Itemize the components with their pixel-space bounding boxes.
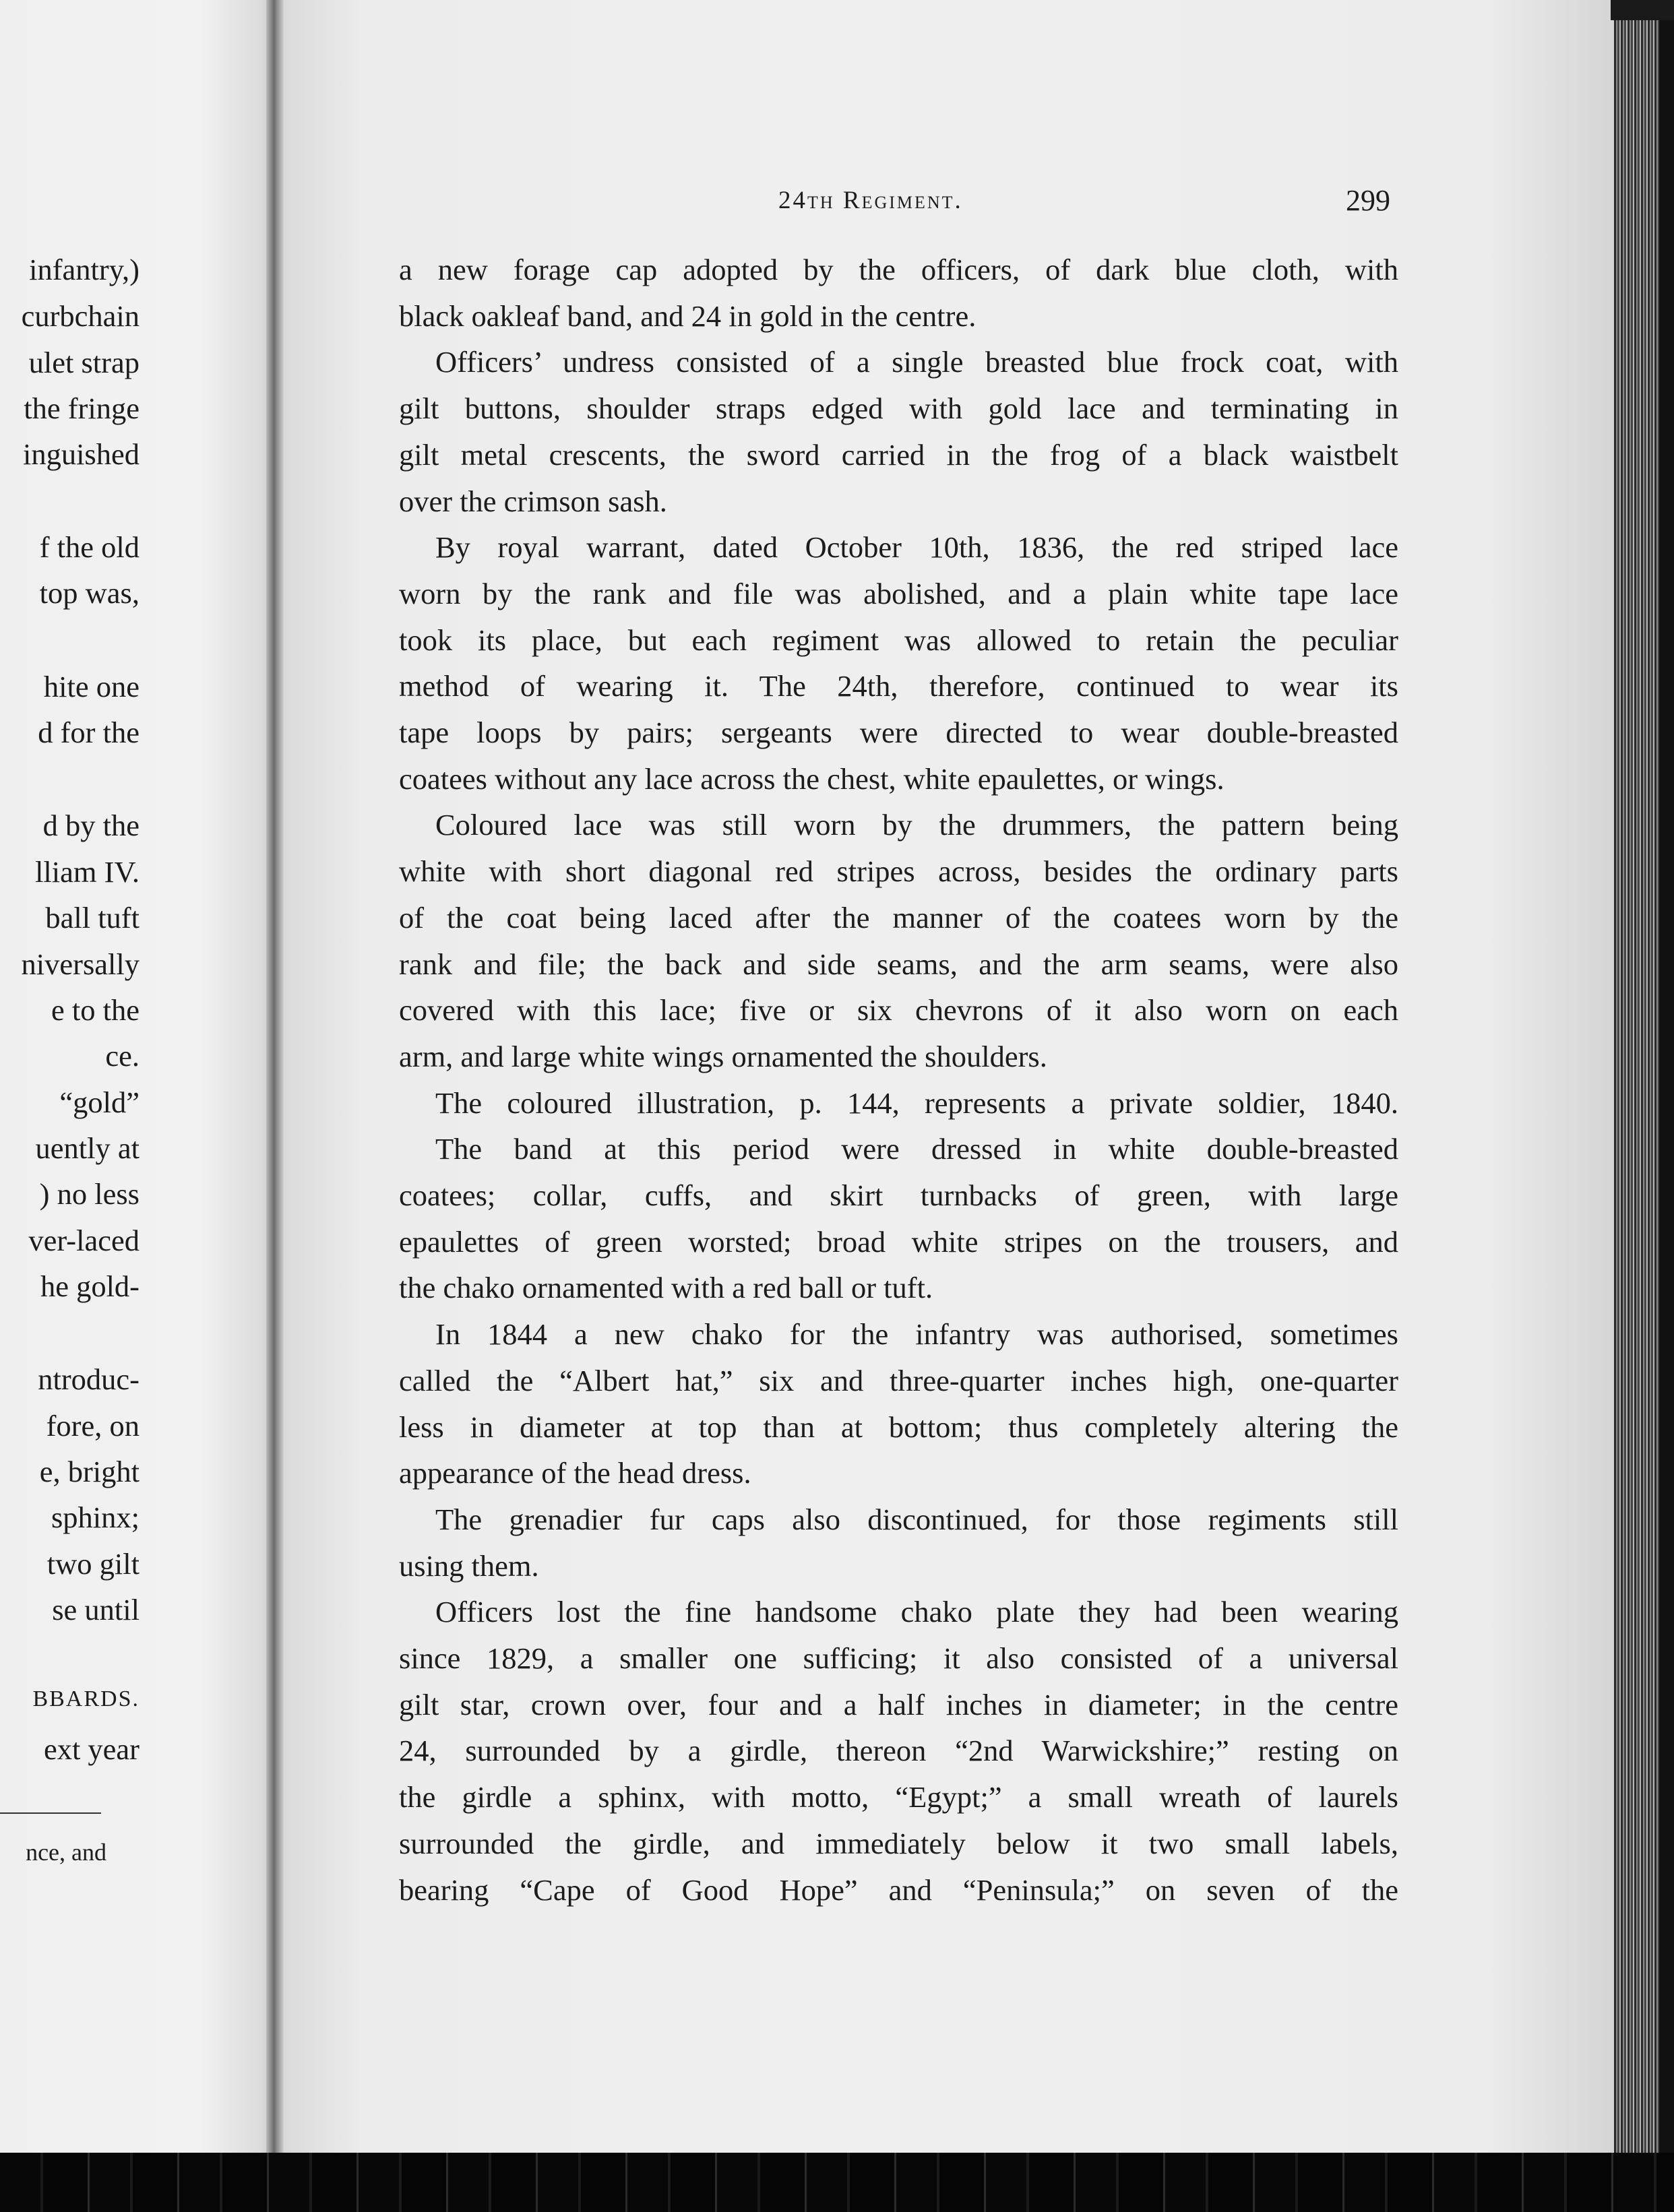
text-line: black oakleaf band, and 24 in gold in the centre.	[399, 299, 976, 333]
text-line: called the “Albert hat,” six and three-quarter inches high, one-quarter	[399, 1364, 1398, 1397]
text-line: coatees; collar, cuffs, and skirt turnbacks of green, with large	[399, 1178, 1398, 1212]
page-edges	[1614, 0, 1674, 2163]
text-line: The coloured illustration, p. 144, represents a private soldier, 1840.	[435, 1086, 1398, 1120]
scan-corner	[1611, 0, 1674, 20]
left-text-line: the fringe	[24, 391, 140, 425]
left-text-line: two gilt	[46, 1547, 140, 1581]
text-line: gilt metal crescents, the sword carried in the frog of a black waistbelt	[399, 438, 1398, 472]
left-text-line: fore, on	[46, 1409, 140, 1443]
left-text-line: infantry,)	[29, 253, 140, 286]
left-text-line: top was,	[39, 576, 140, 610]
text-line: of the coat being laced after the manner of the coatees worn by the	[399, 901, 1398, 935]
left-text-line: inguished	[22, 437, 140, 471]
text-line: bearing “Cape of Good Hope” and “Peninsula;” on seven of the	[399, 1873, 1398, 1907]
text-line: The grenadier fur caps also discontinued, for those regiments still	[435, 1503, 1398, 1536]
text-line: By royal warrant, dated October 10th, 1836, the red striped lace	[435, 530, 1398, 564]
text-line: method of wearing it. The 24th, therefore, continued to wear its	[399, 669, 1398, 703]
left-text-line: lliam IV.	[35, 855, 140, 889]
left-text-line: ver-laced	[28, 1224, 140, 1257]
text-line: Officers’ undress consisted of a single breasted blue frock coat, with	[435, 345, 1398, 379]
footnote-rule	[0, 1812, 101, 1814]
left-text-line: f the old	[39, 530, 140, 564]
left-text-line: se until	[52, 1593, 140, 1626]
left-text-line: uently at	[35, 1131, 140, 1165]
text-line: over the crimson sash.	[399, 484, 667, 518]
left-text-line: ce.	[105, 1039, 140, 1073]
left-text-line: sphinx;	[51, 1500, 140, 1534]
left-text-line: curbchain	[21, 299, 140, 333]
text-line: using them.	[399, 1549, 539, 1583]
text-line: less in diameter at top than at bottom; thus completely altering the	[399, 1410, 1398, 1444]
text-line: In 1844 a new chako for the infantry was authorised, sometimes	[435, 1317, 1398, 1351]
left-text-line: ) no less	[39, 1177, 140, 1211]
left-text-line: ulet strap	[28, 346, 140, 379]
left-footnote: nce, and	[26, 1839, 106, 1866]
text-line: a new forage cap adopted by the officers, of dark blue cloth, with	[399, 253, 1398, 286]
left-text-line: hite one	[43, 670, 140, 703]
text-line: appearance of the head dress.	[399, 1456, 751, 1490]
left-text-line: ball tuft	[45, 901, 140, 935]
text-line: The band at this period were dressed in white double-breasted	[435, 1132, 1398, 1166]
scan-bottom-edge	[0, 2153, 1674, 2212]
text-line: coatees without any lace across the chest, white epaulettes, or wings.	[399, 762, 1224, 796]
text-line: epaulettes of green worsted; broad white stripes on the trousers, and	[399, 1225, 1398, 1259]
running-head-title: 24th Regiment.	[778, 187, 963, 214]
left-text-line: d for the	[38, 716, 140, 749]
left-text-line: e, bright	[39, 1455, 140, 1488]
text-line: white with short diagonal red stripes across, besides the ordinary parts	[399, 854, 1398, 888]
left-text-line: ext year	[43, 1732, 140, 1766]
text-line: Coloured lace was still worn by the drummers, the pattern being	[435, 808, 1398, 842]
text-line: arm, and large white wings ornamented the shoulders.	[399, 1040, 1047, 1073]
text-line: gilt star, crown over, four and a half inches in diameter; in the centre	[399, 1688, 1398, 1721]
page-number: 299	[1346, 184, 1390, 217]
book-gutter	[266, 0, 284, 2163]
text-line: gilt buttons, shoulder straps edged with gold lace and terminating in	[399, 391, 1398, 425]
left-text-line: he gold-	[40, 1269, 140, 1303]
text-line: Officers lost the fine handsome chako plate they had been wearing	[435, 1595, 1398, 1629]
text-line: rank and file; the back and side seams, and the arm seams, were also	[399, 947, 1398, 981]
text-line: covered with this lace; five or six chevrons of it also worn on each	[399, 993, 1398, 1027]
text-line: the girdle a sphinx, with motto, “Egypt;” a small wreath of laurels	[399, 1780, 1398, 1814]
text-line: worn by the rank and file was abolished, and a plain white tape lace	[399, 577, 1398, 610]
text-line: since 1829, a smaller one sufficing; it also consisted of a universal	[399, 1641, 1398, 1675]
text-line: tape loops by pairs; sergeants were directed to wear double-breasted	[399, 716, 1398, 749]
text-line: took its place, but each regiment was allowed to retain the peculiar	[399, 623, 1398, 657]
left-text-line: niversally	[21, 947, 140, 981]
text-line: surrounded the girdle, and immediately below it two small labels,	[399, 1827, 1398, 1860]
left-text-line: “gold”	[59, 1085, 140, 1119]
text-line: 24, surrounded by a girdle, thereon “2nd Warwickshire;” resting on	[399, 1734, 1398, 1767]
text-line: the chako ornamented with a red ball or tuft.	[399, 1271, 933, 1304]
left-text-line: BBARDS.	[32, 1686, 140, 1711]
left-text-line: d by the	[42, 809, 140, 842]
left-text-line: e to the	[51, 993, 140, 1027]
left-text-line: ntroduc-	[38, 1362, 140, 1396]
